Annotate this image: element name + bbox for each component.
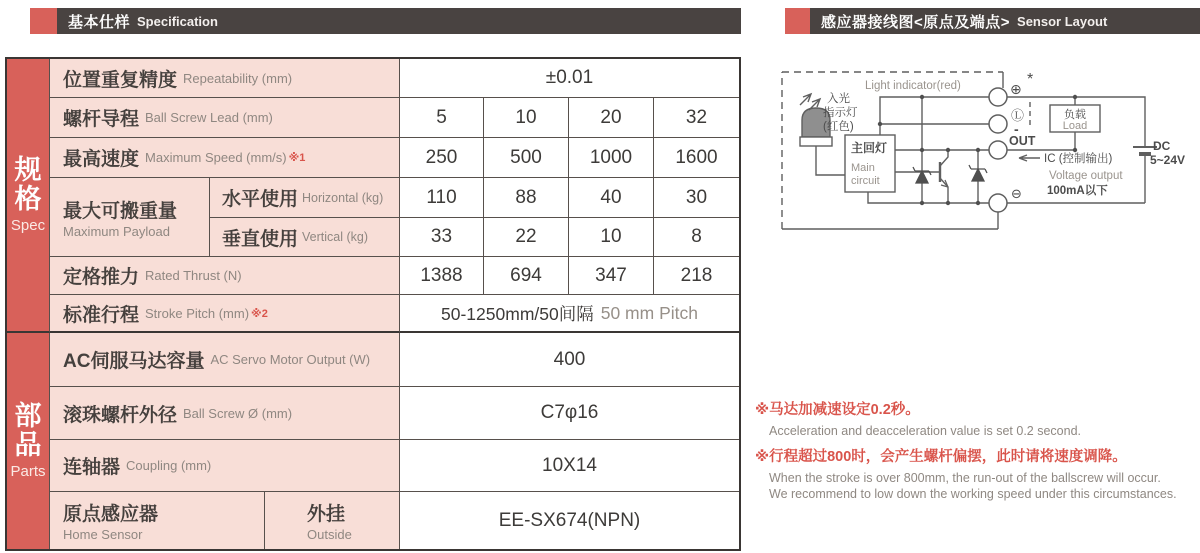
spec-header-bar [57, 8, 741, 34]
speed-value-1: 250 [400, 138, 484, 178]
label-zh: 最大可搬重量 [63, 200, 178, 222]
label-zh: 定格推力 [63, 267, 140, 288]
speed-value-2: 500 [484, 138, 569, 178]
thrust-value-3: 347 [569, 257, 654, 295]
row-coupling-label [50, 440, 400, 492]
led-label-line1: 入光 [827, 93, 850, 105]
ground-wire [868, 192, 989, 203]
footnotes [755, 401, 1200, 503]
stroke-value-main: 50-1250mm/50间隔 [441, 303, 594, 324]
spec-char: 规 [14, 154, 42, 185]
row-stroke-label [50, 295, 400, 333]
row-motor-value: 400 [400, 333, 739, 387]
transistor-emitter [940, 178, 948, 203]
terminal-ground [989, 194, 1007, 212]
lead-value-1: 5 [400, 98, 484, 138]
led-base [800, 137, 832, 146]
spec-char: 格 [14, 184, 42, 214]
main-circuit-en1: Main [851, 162, 875, 174]
label-zh: 连轴器 [63, 457, 121, 478]
led-wire [816, 146, 845, 175]
spec-header-en: Specification [137, 13, 218, 29]
row-screw-label [50, 387, 400, 440]
spec-header-zh: 基本仕样 [68, 13, 131, 31]
label-zh: 螺杆导程 [63, 109, 140, 130]
light-ray-arrow-1 [800, 94, 811, 105]
dc-label-line2: 5~24V [1150, 153, 1186, 167]
footnote-1 [755, 401, 1200, 439]
row-coupling-value: 10X14 [400, 440, 739, 492]
parts-en: Parts [10, 463, 46, 481]
current-limit-label: 100mA以下 [1047, 185, 1108, 197]
speed-value-3: 1000 [569, 138, 654, 178]
terminal-out [989, 141, 1007, 159]
row-payload-label [50, 178, 210, 257]
spec-en: Spec [10, 217, 46, 235]
footnote-1-en: Acceleration and deacceleration value is set 0.2 second. [769, 423, 1081, 438]
ic-arrow [1019, 155, 1040, 161]
speed-value-4: 1600 [654, 138, 739, 178]
label-en: Rated Thrust (N) [145, 268, 242, 283]
main-circuit-en2: circuit [851, 175, 880, 187]
protection-diodes [913, 165, 987, 183]
horizontal-value-4: 30 [654, 178, 739, 218]
row-payload-vertical-label [210, 218, 400, 257]
footnote-mark-1: ※1 [288, 152, 306, 164]
label-en: Coupling (mm) [126, 458, 212, 473]
sensor-header-bar [810, 8, 1200, 34]
sidebar-section-spec [7, 59, 50, 333]
label-en: AC Servo Motor Output (W) [210, 352, 371, 367]
dc-label-line1: DC [1153, 139, 1171, 153]
label-en: Stroke Pitch (mm) [145, 305, 250, 321]
lead-value-4: 32 [654, 98, 739, 138]
thrust-value-2: 694 [484, 257, 569, 295]
label-en: Repeatability (mm) [183, 70, 293, 86]
light-indicator-label: Light indicator(red) [865, 80, 961, 92]
sensor-header-en: Sensor Layout [1017, 13, 1108, 29]
ic-label: IC (控制输出) [1044, 153, 1113, 165]
horizontal-value-2: 88 [484, 178, 569, 218]
voltage-output-label: Voltage output [1049, 170, 1123, 182]
horizontal-value-1: 110 [400, 178, 484, 218]
lead-value-2: 10 [484, 98, 569, 138]
label-zh: 水平使用 [222, 189, 299, 210]
footnote-2 [755, 448, 1200, 503]
sensor-header-zh: 感应器接线图<原点及端点> [821, 13, 1011, 31]
footnote-mark-2: ※2 [251, 307, 268, 320]
label-en: Ball Screw Ø (mm) [183, 405, 293, 421]
label-zh: 原点感应器 [63, 504, 159, 525]
thrust-value-1: 1388 [400, 257, 484, 295]
label-zh: 最高速度 [63, 149, 140, 170]
vertical-value-4: 8 [654, 218, 739, 257]
red-accent-chip [30, 8, 57, 34]
label-en: Outside [307, 527, 352, 542]
parts-char: 品 [14, 430, 42, 460]
spec-section-header [30, 8, 741, 34]
row-repeatability-label [50, 59, 400, 98]
row-stroke-value [400, 295, 739, 333]
sidebar-section-parts [7, 333, 50, 549]
row-sensor-outside-label [265, 492, 400, 549]
sensor-layout-header [785, 8, 1200, 34]
terminal-l [989, 115, 1007, 133]
label-zh: 滚珠螺杆外径 [63, 404, 178, 426]
out-label: OUT [1009, 134, 1036, 148]
terminal-circles [989, 88, 1007, 212]
lead-value-3: 20 [569, 98, 654, 138]
label-en: Maximum Speed (mm/s) [145, 150, 287, 165]
label-zh: 垂直使用 [222, 228, 299, 250]
label-en: Horizontal (kg) [302, 190, 384, 205]
row-thrust-label [50, 257, 400, 295]
label-en: Home Sensor [63, 527, 143, 542]
label-zh: 位置重复精度 [63, 69, 178, 91]
star-mark: * [1027, 71, 1034, 88]
enclosure-bottom-wire [782, 212, 998, 229]
footnote-2-en-line2: We recommend to low down the working speed under this circumstances. [769, 487, 1177, 502]
row-payload-horizontal-label [210, 178, 400, 218]
ground-symbol: ⊖ [1011, 186, 1022, 201]
row-screw-value: C7φ16 [400, 387, 739, 440]
label-zh: 标准行程 [63, 304, 140, 326]
zener-right-triangle [972, 169, 984, 181]
led-label-line3: (红色) [823, 121, 854, 133]
sensor-wiring-diagram [770, 55, 1200, 255]
l-symbol: Ⓛ [1011, 108, 1025, 123]
label-en: Maximum Payload [63, 223, 170, 239]
footnote-2-en-line1: When the stroke is over 800mm, the run-out of the ballscrew will occur. [769, 470, 1161, 485]
minus-mark: - [1014, 121, 1019, 137]
main-circuit-zh: 主回灯 [851, 141, 888, 155]
led-label-line2: 指示灯 [823, 107, 858, 119]
footnote-2-zh: ※行程超过800时，会产生螺杆偏摆，此时请将速度调降。 [755, 449, 1127, 466]
thrust-value-4: 218 [654, 257, 739, 295]
row-sensor-label [50, 492, 265, 549]
terminal-plus [989, 88, 1007, 106]
label-zh: AC伺服马达容量 [63, 351, 205, 372]
load-zh: 负载 [1064, 109, 1086, 121]
plus-wire [880, 97, 989, 135]
row-sensor-value: EE-SX674(NPN) [400, 492, 739, 549]
plus-symbol: ⊕ [1010, 81, 1022, 97]
parts-char: 部 [14, 400, 42, 431]
row-repeatability-value: ±0.01 [400, 59, 739, 98]
transistor-collector [940, 150, 948, 166]
vertical-value-1: 33 [400, 218, 484, 257]
zener-left-triangle [916, 171, 928, 183]
horizontal-value-3: 40 [569, 178, 654, 218]
red-accent-chip [785, 8, 810, 34]
specification-table [5, 57, 741, 551]
load-en: Load [1062, 120, 1088, 132]
label-zh: 外挂 [307, 504, 346, 525]
row-motor-label [50, 333, 400, 387]
row-lead-label [50, 98, 400, 138]
label-en: Vertical (kg) [302, 230, 369, 244]
row-speed-label [50, 138, 400, 178]
footnote-1-zh: ※马达加减速设定0.2秒。 [755, 402, 920, 418]
vertical-value-2: 22 [484, 218, 569, 257]
stroke-value-sub: 50 mm Pitch [600, 302, 698, 323]
vertical-value-3: 10 [569, 218, 654, 257]
label-en: Ball Screw Lead (mm) [145, 110, 273, 125]
